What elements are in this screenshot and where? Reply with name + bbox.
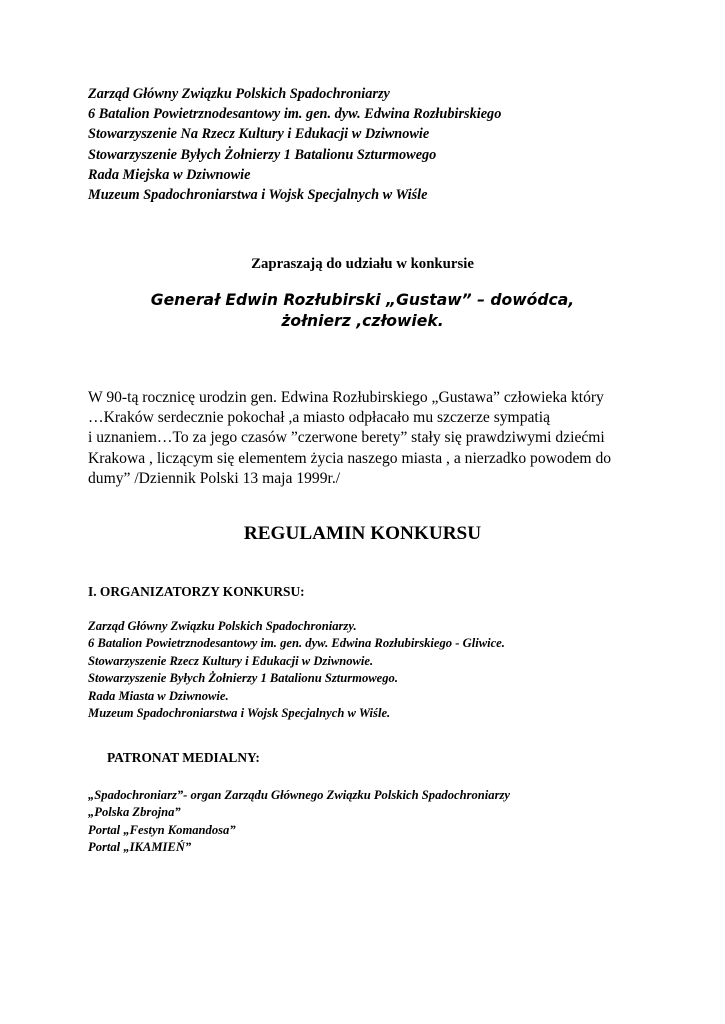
list-item: Zarząd Główny Związku Polskich Spadochroniarzy. <box>88 619 357 633</box>
organizer-line: Stowarzyszenie Byłych Żołnierzy 1 Batalionu Szturmowego <box>88 146 437 163</box>
organizer-line: Zarząd Główny Związku Polskich Spadochroniarzy <box>88 86 390 102</box>
list-item: „Polska Zbrojna” <box>88 805 181 820</box>
intro-line: …Kraków serdecznie pokochał ,a miasto odpłacało mu szczerze sympatią <box>88 409 550 427</box>
intro-line: i uznaniem…To za jego czasów ”czerwone berety” stały się prawdziwymi dziećmi <box>88 429 605 447</box>
contest-title-line: Generał Edwin Rozłubirski „Gustaw” – dowódca, <box>150 291 575 309</box>
organizer-line: Stowarzyszenie Na Rzecz Kultury i Edukacji w Dziwnowie <box>88 126 430 143</box>
intro-line: Krakowa , liczącym się elementem życia naszego miasta , a nierzadko powodem do <box>88 449 612 467</box>
media-patronage-title: PATRONAT MEDIALNY: <box>107 750 260 765</box>
invitation-heading: Zapraszają do udziału w konkursie <box>251 256 474 272</box>
list-item: Rada Miasta w Dziwnowie. <box>88 688 229 703</box>
intro-paragraph <box>88 388 673 489</box>
contest-title <box>0 290 725 332</box>
intro-line: W 90-tą rocznicę urodzin gen. Edwina Rozłubirskiego „Gustawa” człowieka który <box>88 389 604 406</box>
list-item: Muzeum Spadochroniarstwa i Wojsk Specjalnych w Wiśle. <box>88 706 391 721</box>
organizer-line: 6 Batalion Powietrznodesantowy im. gen. dyw. Edwina Rozłubirskiego <box>88 106 502 123</box>
list-item: Portal „Festyn Komandosa” <box>88 822 236 837</box>
list-item: Stowarzyszenie Rzecz Kultury i Edukacji w Dziwnowie. <box>88 653 374 668</box>
contest-title-line: żołnierz ,człowiek. <box>281 312 444 330</box>
list-item: „Spadochroniarz”- organ Zarządu Głównego Związku Polskich Spadochroniarzy <box>88 788 510 802</box>
regulations-title: REGULAMIN KONKURSU <box>243 523 482 544</box>
intro-line: dumy” /Dziennik Polski 13 maja 1999r./ <box>88 469 341 487</box>
list-item: Stowarzyszenie Byłych Żołnierzy 1 Batalionu Szturmowego. <box>88 671 398 686</box>
section-organizers-list <box>88 618 505 722</box>
list-item: 6 Batalion Powietrznodesantowy im. gen. dyw. Edwina Rozłubirskiego - Gliwice. <box>88 636 505 651</box>
media-patronage-list <box>88 787 510 857</box>
organizers-header-list <box>88 84 501 205</box>
organizer-line: Rada Miejska w Dziwnowie <box>88 166 251 183</box>
list-item: Portal „IKAMIEŃ” <box>88 840 192 855</box>
organizer-line: Muzeum Spadochroniarstwa i Wojsk Specjalnych w Wiśle <box>88 187 428 204</box>
section-organizers-title: I. ORGANIZATORZY KONKURSU: <box>88 584 305 599</box>
